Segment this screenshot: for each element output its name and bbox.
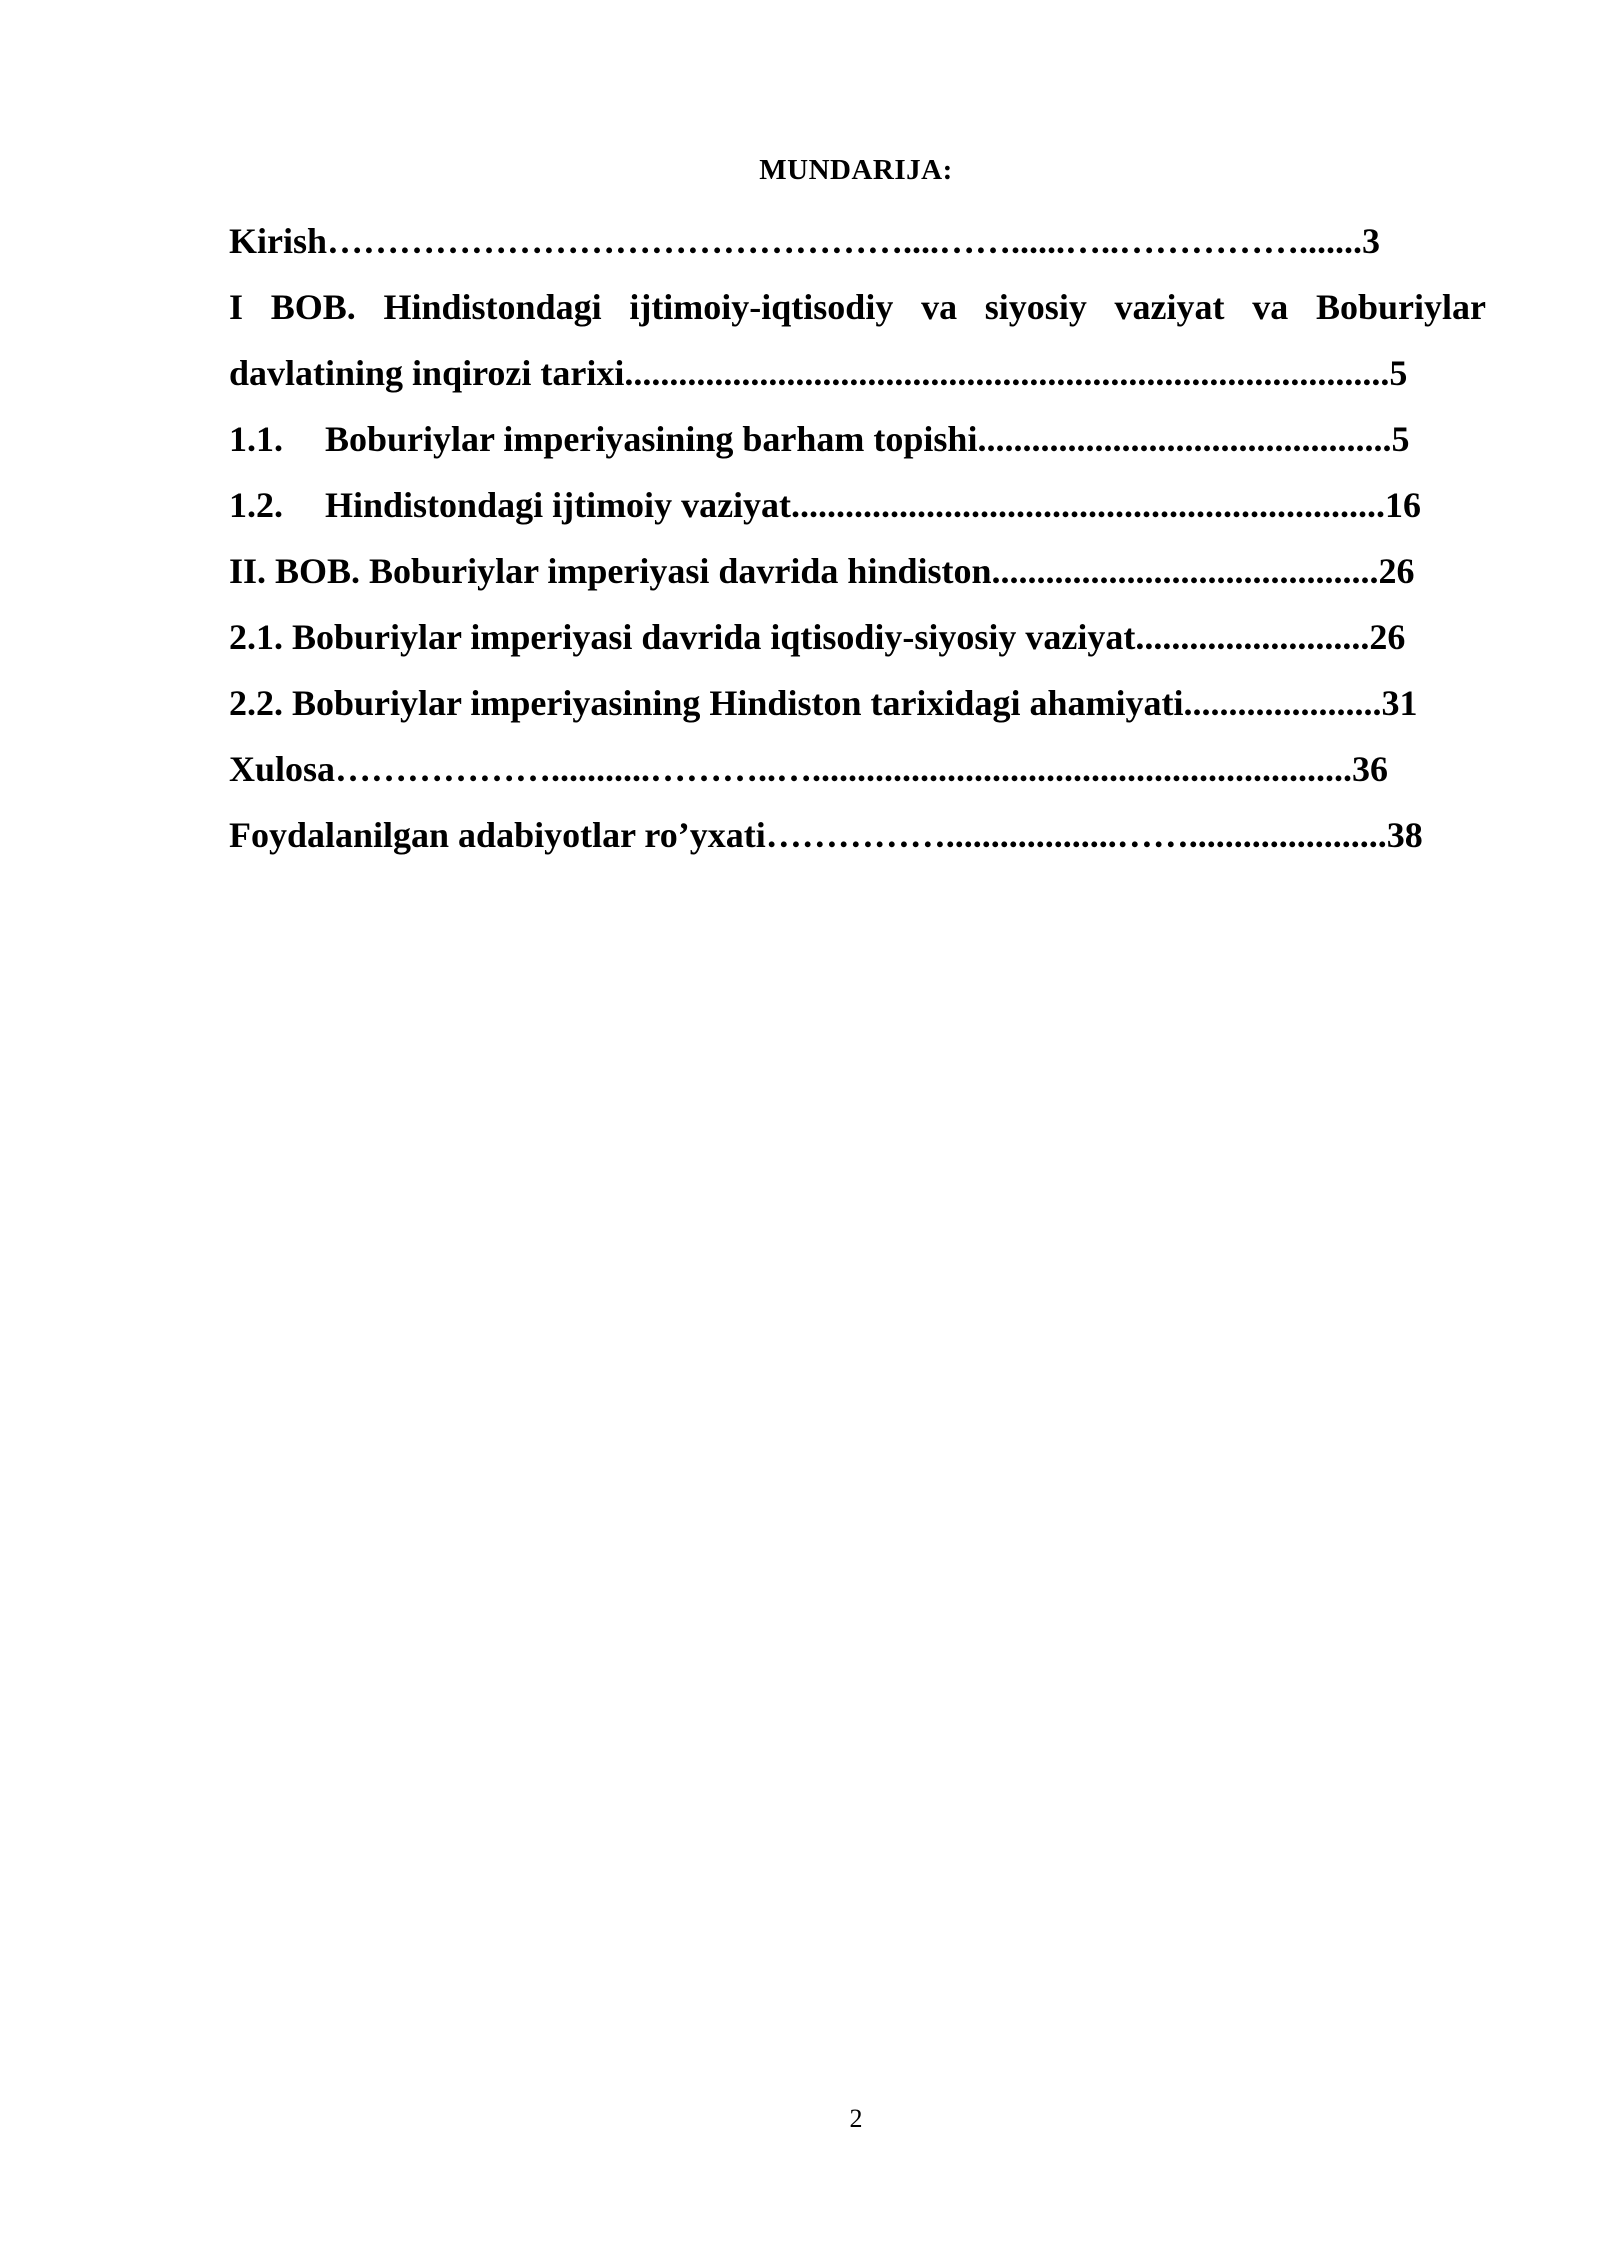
toc-section-number: 1.1. — [229, 419, 283, 459]
table-of-contents — [229, 208, 1486, 868]
toc-entry-xulosa[interactable]: Xulosa………………...........………..…............................................................36 — [229, 749, 1389, 789]
toc-entry-kirish[interactable]: Kirish…………………………………………....……......…..…………….......3 — [229, 221, 1381, 261]
toc-heading: MUNDARIJA: — [759, 154, 953, 186]
toc-section-text: Boburiylar imperiyasining barham topishi..............................................5 — [325, 419, 1410, 459]
toc-entry-bob1-line2[interactable]: davlatining inqirozi tarixi.....................................................................................5 — [229, 353, 1408, 393]
toc-section-number: 1.2. — [229, 485, 283, 525]
toc-section-text: Hindistondagi ijtimoiy vaziyat..................................................................16 — [325, 485, 1422, 525]
toc-entry-1-2[interactable] — [229, 472, 1486, 538]
page-number: 2 — [849, 2104, 863, 2133]
toc-entry-bob2[interactable]: II. BOB. Boburiylar imperiyasi davrida hindiston...........................................26 — [229, 551, 1415, 591]
toc-entry-bob1-line1[interactable]: I BOB. Hindistondagi ijtimoiy-iqtisodiy va siyosiy vaziyat va Boburiylar — [229, 287, 1486, 327]
toc-entry-adabiyotlar[interactable]: Foydalanilgan adabiyotlar ro’yxati……………...................……......................38 — [229, 815, 1423, 855]
toc-entry-2-2[interactable]: 2.2. Boburiylar imperiyasining Hindiston tarixidagi ahamiyati......................31 — [229, 683, 1418, 723]
toc-entry-2-1[interactable]: 2.1. Boburiylar imperiyasi davrida iqtisodiy-siyosiy vaziyat..........................26 — [229, 617, 1406, 657]
toc-entry-1-1[interactable] — [229, 406, 1486, 472]
